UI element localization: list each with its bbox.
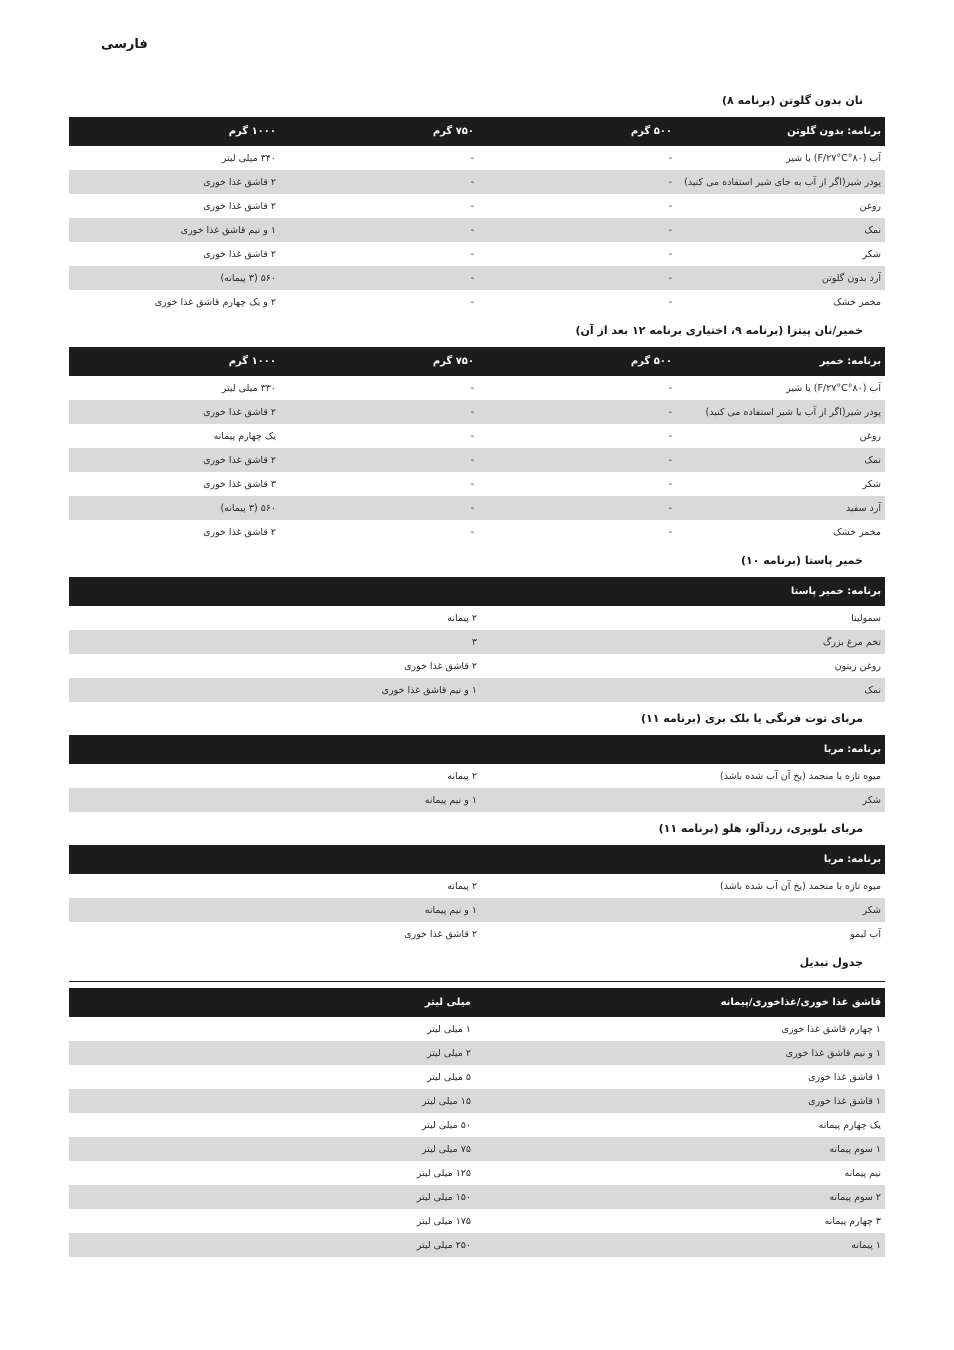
column-header: ۷۵۰ گرم — [280, 347, 478, 376]
cell: ۱ و نیم پیمانه — [69, 788, 481, 812]
recipe-table — [69, 577, 885, 702]
table-row — [69, 448, 885, 472]
cell: - — [668, 296, 672, 308]
cell: ۲ قاشق غذا خوری — [203, 200, 276, 212]
cell: - — [478, 218, 676, 242]
cell: - — [470, 296, 474, 308]
table-row — [69, 1113, 885, 1137]
cell: روغن — [859, 200, 881, 212]
table-row — [69, 1041, 885, 1065]
cell: ۲ قاشق غذا خوری — [404, 660, 477, 672]
cell: - — [478, 496, 676, 520]
section-title: مربای توت فرنگی یا بلک بری (برنامه ۱۱) — [641, 712, 863, 725]
cell: ۱۷۵ میلی لیتر — [416, 1215, 471, 1227]
table-header-row — [69, 845, 885, 874]
cell: - — [668, 248, 672, 260]
section-pasta-dough — [69, 548, 885, 702]
section-divider — [69, 981, 885, 988]
recipe-table — [69, 845, 885, 946]
cell: ۱ و نیم قاشق غذا خوری — [69, 678, 481, 702]
column-header — [69, 735, 481, 764]
cell: ۲ پیمانه — [447, 770, 477, 782]
cell: ۳ قاشق غذا خوری — [203, 478, 276, 490]
cell: آرد بدون گلوتن — [676, 266, 885, 290]
cell: شکر — [862, 478, 881, 490]
cell: ۳ چهارم پیمانه — [824, 1215, 881, 1227]
cell: ۱ قاشق غذا خوری — [475, 1089, 885, 1113]
cell: نمک — [481, 678, 885, 702]
cell: ۵ میلی لیتر — [426, 1071, 471, 1083]
table-row — [69, 376, 885, 400]
table-row — [69, 898, 885, 922]
column-header: ۱۰۰۰ گرم — [69, 117, 280, 146]
cell: میوه تازه یا منجمد (یخ آن آب شده باشد) — [719, 880, 881, 892]
table-row — [69, 788, 885, 812]
section-pizza-dough — [69, 318, 885, 544]
cell: نمک — [676, 448, 885, 472]
cell: ۵۶۰ (۳ پیمانه) — [69, 496, 280, 520]
cell: - — [280, 170, 478, 194]
cell: - — [668, 478, 672, 490]
cell: ۲ قاشق غذا خوری — [203, 526, 276, 538]
cell: پودر شیر(اگر از آب یا شیر استفاده می کنید) — [676, 400, 885, 424]
cell: - — [470, 478, 474, 490]
cell: - — [668, 200, 672, 212]
cell: - — [478, 266, 676, 290]
table-row — [69, 472, 885, 496]
cell: یک چهارم پیمانه — [818, 1119, 881, 1131]
cell: - — [668, 382, 672, 394]
cell: ۵۶۰ (۳ پیمانه) — [69, 266, 280, 290]
cell: ۱۵ میلی لیتر — [69, 1089, 475, 1113]
table-row — [69, 874, 885, 898]
document-content — [69, 88, 885, 1261]
table-row — [69, 922, 885, 946]
table-header-row — [69, 577, 885, 606]
cell: ۲ پیمانه — [447, 880, 477, 892]
cell: - — [280, 400, 478, 424]
cell: - — [280, 266, 478, 290]
table-row — [69, 1209, 885, 1233]
table-row — [69, 520, 885, 544]
cell: - — [470, 200, 474, 212]
cell: ۳ — [69, 630, 481, 654]
cell: ۷۵ میلی لیتر — [69, 1137, 475, 1161]
section-title: خمیر/نان پیتزا (برنامه ۹، اختیاری برنامه ۱۲ بعد از آن) — [575, 324, 863, 337]
table-header-row — [69, 988, 885, 1017]
cell: ۲ قاشق غذا خوری — [69, 170, 280, 194]
cell: ۲ قاشق غذا خوری — [404, 928, 477, 940]
language-label: فارسی — [101, 37, 148, 52]
cell: ۱۵۰ میلی لیتر — [69, 1185, 475, 1209]
cell: ۱ و نیم قاشق غذا خوری — [475, 1041, 885, 1065]
section-title: نان بدون گلوتن (برنامه ۸) — [722, 94, 863, 107]
table-row — [69, 1161, 885, 1185]
table-row — [69, 764, 885, 788]
conversion-table — [69, 988, 885, 1257]
cell: ۱ چهارم قاشق غذا خوری — [781, 1023, 881, 1035]
cell: ۱ قاشق غذا خوری — [808, 1071, 881, 1083]
cell: - — [668, 152, 672, 164]
column-header — [69, 577, 481, 606]
table-row — [69, 146, 885, 170]
cell: آرد سفید — [676, 496, 885, 520]
cell: - — [470, 248, 474, 260]
column-header: برنامه: خمیر پاستا — [481, 577, 885, 606]
cell: - — [280, 448, 478, 472]
cell: ۳۳۰ میلی لیتر — [221, 382, 276, 394]
table-row — [69, 266, 885, 290]
table-row — [69, 678, 885, 702]
column-header: برنامه: مربا — [481, 845, 885, 874]
column-header: ۷۵۰ گرم — [280, 117, 478, 146]
cell: ۱ و نیم پیمانه — [69, 898, 481, 922]
table-header-row — [69, 735, 885, 764]
column-header: میلی لیتر — [69, 988, 475, 1017]
cell: - — [470, 382, 474, 394]
table-row — [69, 630, 885, 654]
cell: ۲ قاشق غذا خوری — [69, 400, 280, 424]
cell: - — [668, 526, 672, 538]
cell: مخمر خشک — [833, 296, 881, 308]
column-header: قاشق غذا خوری/غذاخوری/پیمانه — [475, 988, 885, 1017]
cell: شکر — [481, 898, 885, 922]
cell: ۲ سوم پیمانه — [475, 1185, 885, 1209]
cell: - — [478, 448, 676, 472]
recipe-table — [69, 347, 885, 544]
cell: آب (۸۰°F/۲۷°C) یا شیر — [786, 382, 881, 394]
column-header: برنامه: بدون گلوتن — [676, 117, 885, 146]
column-header: ۱۰۰۰ گرم — [69, 347, 280, 376]
cell: تخم مرغ بزرگ — [481, 630, 885, 654]
table-header-row — [69, 117, 885, 146]
section-strawberry-jam — [69, 706, 885, 812]
cell: پودر شیر(اگر از آب به جای شیر استفاده می کنید) — [676, 170, 885, 194]
cell: - — [470, 152, 474, 164]
cell: ۲ و یک چهارم قاشق غذا خوری — [154, 296, 276, 308]
table-row — [69, 1089, 885, 1113]
section-gluten-free — [69, 88, 885, 314]
table-row — [69, 242, 885, 266]
table-row — [69, 194, 885, 218]
cell: - — [280, 218, 478, 242]
cell: آب (۸۰°F/۲۷°C) یا شیر — [786, 152, 881, 164]
cell: ۱ پیمانه — [475, 1233, 885, 1257]
cell: نیم پیمانه — [844, 1167, 881, 1179]
recipe-table — [69, 117, 885, 314]
table-row — [69, 1185, 885, 1209]
table-row — [69, 1233, 885, 1257]
table-row — [69, 400, 885, 424]
cell: روغن زیتون — [834, 660, 881, 672]
column-header: ۵۰۰ گرم — [478, 347, 676, 376]
cell: ۱ میلی لیتر — [426, 1023, 471, 1035]
cell: - — [478, 170, 676, 194]
cell: ۵۰ میلی لیتر — [421, 1119, 471, 1131]
cell: ۲ قاشق غذا خوری — [69, 448, 280, 472]
section-conversion — [69, 950, 885, 1257]
cell: ۲ پیمانه — [447, 612, 477, 624]
cell: ۲ میلی لیتر — [69, 1041, 475, 1065]
cell: ۲ قاشق غذا خوری — [203, 248, 276, 260]
column-header — [69, 845, 481, 874]
column-header: برنامه: مربا — [481, 735, 885, 764]
table-row — [69, 1137, 885, 1161]
section-blueberry-jam — [69, 816, 885, 946]
table-row — [69, 424, 885, 448]
section-title: خمیر پاستا (برنامه ۱۰) — [740, 554, 863, 567]
cell: شکر — [862, 248, 881, 260]
cell: - — [470, 430, 474, 442]
cell: سمولینا — [851, 612, 881, 624]
cell: - — [280, 496, 478, 520]
recipe-table — [69, 735, 885, 812]
section-title: مربای بلوبری، زردآلو، هلو (برنامه ۱۱) — [658, 822, 863, 835]
table-row — [69, 496, 885, 520]
table-row — [69, 218, 885, 242]
cell: میوه تازه یا منجمد (یخ آن آب شده باشد) — [719, 770, 881, 782]
cell: - — [470, 526, 474, 538]
cell: - — [478, 400, 676, 424]
cell: شکر — [481, 788, 885, 812]
cell: روغن — [859, 430, 881, 442]
cell: ۱۲۵ میلی لیتر — [416, 1167, 471, 1179]
cell: ۱ سوم پیمانه — [475, 1137, 885, 1161]
table-row — [69, 654, 885, 678]
cell: یک چهارم پیمانه — [213, 430, 276, 442]
table-row — [69, 1017, 885, 1041]
column-header: برنامه: خمیر — [676, 347, 885, 376]
cell: ۱ و نیم قاشق غذا خوری — [69, 218, 280, 242]
table-row — [69, 1065, 885, 1089]
table-row — [69, 290, 885, 314]
section-title: جدول تبدیل — [799, 956, 863, 969]
table-row — [69, 606, 885, 630]
cell: ۲۵۰ میلی لیتر — [69, 1233, 475, 1257]
column-header: ۵۰۰ گرم — [478, 117, 676, 146]
cell: نمک — [676, 218, 885, 242]
table-row — [69, 170, 885, 194]
cell: - — [668, 430, 672, 442]
cell: مخمر خشک — [833, 526, 881, 538]
cell: ۳۴۰ میلی لیتر — [221, 152, 276, 164]
table-header-row — [69, 347, 885, 376]
cell: آب لیمو — [850, 928, 881, 940]
